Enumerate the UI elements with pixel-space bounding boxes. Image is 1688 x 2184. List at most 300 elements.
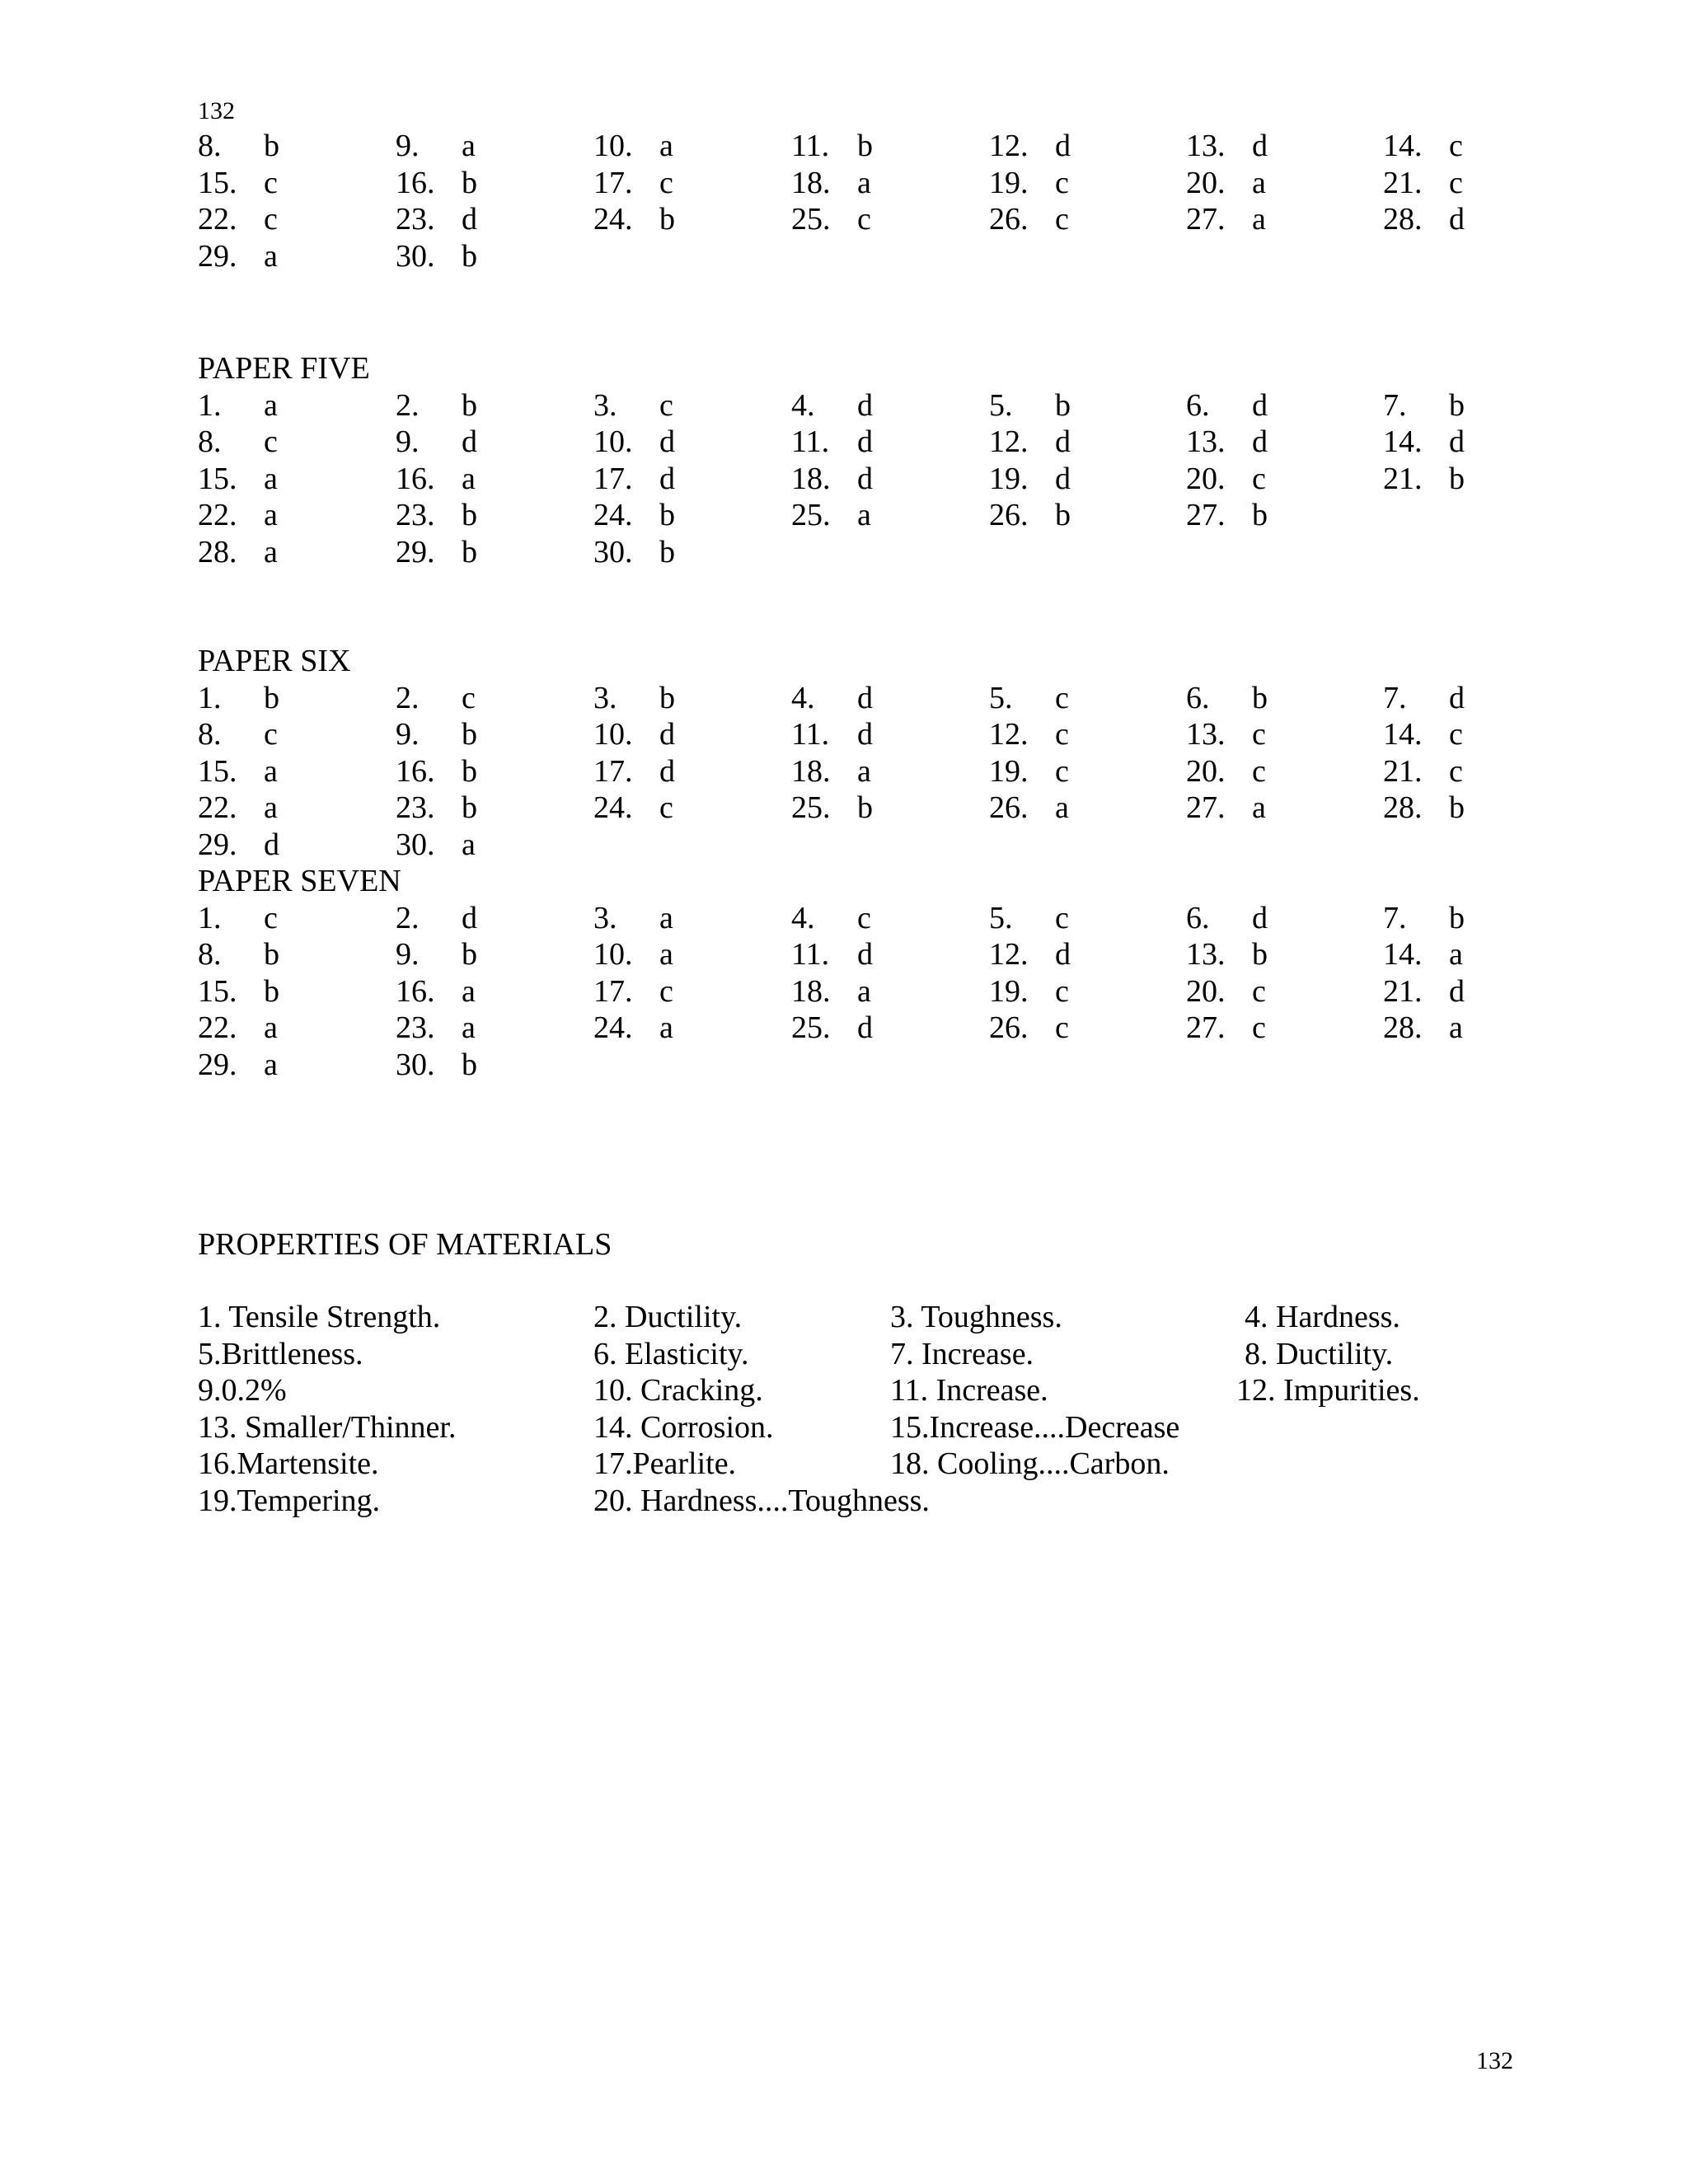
answer-cell [989,716,1069,753]
answer-letter: d [659,753,675,789]
answer-letter: c [264,900,278,935]
answer-letter: c [1252,717,1266,752]
answer-cell [1383,387,1465,424]
answer-cell [593,424,675,461]
question-number: 2. [396,900,420,935]
answer-letter: a [1252,790,1266,825]
question-number: 5. [989,680,1013,715]
answer-cell [1383,790,1465,827]
answer-cell [396,201,477,238]
question-number: 30. [396,238,435,274]
answer-letter: b [462,790,477,825]
answer-letter: d [462,202,477,237]
answer-cell [198,680,279,717]
answer-cell [1186,790,1266,827]
answer-letter: a [264,238,278,274]
section-title: PAPER SEVEN [198,864,401,898]
answer-letter: c [857,900,871,935]
answer-cell [791,497,871,534]
question-number: 7. [1383,680,1407,715]
answer-row [198,1010,1463,1047]
answer-cell [1186,201,1266,238]
answer-cell [1383,165,1463,202]
property-answer: 3. Toughness. [890,1300,1062,1334]
question-number: 18. [791,165,831,200]
answer-letter: b [462,717,477,752]
answer-letter: d [1055,424,1071,459]
question-number: 18. [791,461,831,496]
question-number: 6. [1186,387,1210,423]
answer-letter: c [264,424,278,459]
question-number: 24. [593,1010,633,1045]
answer-cell [198,973,279,1010]
question-number: 23. [396,1010,435,1045]
answer-letter: a [1449,1010,1463,1045]
answer-letter: d [857,387,873,423]
question-number: 20. [1186,165,1226,200]
answer-letter: d [659,717,675,752]
page-number-top: 132 [198,97,235,124]
answer-cell [989,753,1069,790]
question-number: 30. [396,1047,435,1082]
answer-letter: d [462,900,477,935]
question-number: 13. [1186,717,1226,752]
answer-cell [1383,973,1465,1010]
answer-cell [593,128,673,165]
answer-letter: a [462,129,476,163]
answer-cell [791,424,873,461]
answer-row [198,753,1463,790]
answer-cell [989,461,1071,498]
answer-letter: a [264,534,278,569]
question-number: 10. [593,937,633,972]
question-number: 11. [791,937,830,972]
answer-cell [198,716,278,753]
answer-row [198,936,1463,973]
answer-cell [1383,201,1465,238]
answer-letter: b [264,937,279,972]
answer-letter: d [857,937,873,972]
property-answer: 13. Smaller/Thinner. [198,1409,457,1445]
question-number: 26. [989,202,1029,237]
question-number: 30. [396,827,435,862]
answer-cell [989,680,1069,717]
question-number: 6. [1186,900,1210,935]
answer-letter: b [264,129,279,163]
answer-cell [791,680,873,717]
answer-letter: c [1449,717,1463,752]
property-answer: 7. Increase. [890,1336,1034,1371]
answer-cell [989,790,1069,827]
question-number: 25. [791,498,831,532]
properties-section [198,1226,1420,1518]
answer-letter: d [1252,129,1268,163]
answer-letter: d [857,461,873,496]
question-number: 10. [593,129,633,163]
answer-cell [1383,753,1463,790]
answer-letter: c [1252,973,1266,1009]
answer-row [198,424,1465,461]
answer-cell [791,1010,873,1047]
question-number: 16. [396,753,435,789]
answer-cell [593,461,675,498]
question-number: 16. [396,461,435,496]
question-number: 16. [396,165,435,200]
answer-letter: c [264,717,278,752]
answer-letter: c [1449,129,1463,163]
question-number: 14. [1383,717,1423,752]
answer-letter: b [462,238,477,274]
question-number: 11. [791,717,830,752]
answer-cell [198,497,278,534]
answer-letter: b [462,387,477,423]
answer-letter: b [462,937,477,972]
answer-cell [396,387,477,424]
question-number: 27. [1186,1010,1226,1045]
question-number: 12. [989,129,1029,163]
answer-letter: b [659,498,675,532]
question-number: 17. [593,461,633,496]
answer-letter: c [659,973,673,1009]
answer-cell [1186,716,1266,753]
property-answer: 4. Hardness. [1245,1300,1400,1334]
answer-cell [1186,753,1266,790]
question-number: 15. [198,753,237,789]
question-number: 13. [1186,424,1226,459]
answer-letter: c [1252,461,1266,496]
answer-letter: d [659,461,675,496]
answer-letter: b [857,790,873,825]
answer-cell [1383,461,1465,498]
question-number: 3. [593,680,617,715]
answer-letter: d [659,424,675,459]
answer-letter: b [659,202,675,237]
answer-letter: d [1055,129,1071,163]
question-number: 22. [198,790,237,825]
answer-row [198,716,1463,753]
answer-letter: b [659,534,675,569]
answer-cell [791,716,873,753]
answer-letter: d [857,424,873,459]
answer-letter: c [659,790,673,825]
answer-letter: b [1252,937,1268,972]
question-number: 13. [1186,129,1226,163]
question-number: 17. [593,753,633,789]
answer-letter: b [1449,900,1465,935]
answer-cell [1383,716,1463,753]
question-number: 19. [989,973,1029,1009]
answer-row [198,497,1268,534]
answer-cell [396,680,476,717]
answer-letter: c [659,165,673,200]
answer-letter: d [857,1010,873,1045]
answer-cell [396,827,476,864]
answer-cell [396,534,477,571]
answer-cell [593,900,673,937]
property-answer: 15.Increase....Decrease [890,1409,1180,1445]
answer-cell [396,1047,477,1084]
answer-letter: a [462,461,476,496]
answer-letter: b [264,680,279,715]
question-number: 22. [198,202,237,237]
question-number: 27. [1186,790,1226,825]
answer-cell [593,201,675,238]
answer-cell [198,387,278,424]
question-number: 19. [989,165,1029,200]
question-number: 8. [198,937,222,972]
question-number: 25. [791,202,831,237]
question-number: 12. [989,424,1029,459]
property-answer: 18. Cooling....Carbon. [890,1446,1170,1481]
answer-letter: d [1252,900,1268,935]
answer-cell [396,1010,476,1047]
answer-letter: c [1055,973,1069,1009]
question-number: 3. [593,900,617,935]
answer-row [198,973,1465,1010]
answer-letter: c [1055,202,1069,237]
answer-cell [791,461,873,498]
question-number: 14. [1383,937,1423,972]
question-number: 4. [791,900,815,935]
answer-cell [396,128,476,165]
property-answer: 8. Ductility. [1245,1336,1394,1371]
question-number: 27. [1186,202,1226,237]
question-number: 9. [396,937,420,972]
question-number: 24. [593,202,633,237]
answer-row [198,900,1465,937]
question-number: 26. [989,1010,1029,1045]
property-answer: 11. Increase. [890,1373,1048,1408]
answer-letter: a [264,387,278,423]
answer-letter: d [1449,973,1465,1009]
answer-letter: c [1055,165,1069,200]
answer-cell [791,936,873,973]
answer-letter: b [659,680,675,715]
answer-letter: b [1055,498,1071,532]
answer-row [198,461,1465,498]
property-answer: 10. Cracking. [593,1373,763,1408]
answer-letter: a [857,973,871,1009]
answer-block-paper-seven [198,863,1465,1083]
question-number: 29. [198,827,237,862]
question-number: 20. [1186,753,1226,789]
question-number: 13. [1186,937,1226,972]
answer-cell [198,1047,278,1084]
question-number: 5. [989,387,1013,423]
answer-letter: c [1055,1010,1069,1045]
answer-letter: d [857,680,873,715]
answer-cell [198,165,278,202]
answer-cell [593,680,675,717]
answer-cell [1186,497,1268,534]
answer-letter: c [462,680,476,715]
property-answer: 17.Pearlite. [593,1446,737,1481]
question-number: 15. [198,461,237,496]
answer-cell [396,238,477,275]
answer-cell [1186,424,1268,461]
answer-cell [989,424,1071,461]
answer-letter: d [1252,424,1268,459]
answer-cell [1186,900,1268,937]
answer-letter: b [1449,461,1465,496]
answer-letter: b [1449,790,1465,825]
question-number: 10. [593,717,633,752]
question-number: 8. [198,129,222,163]
answer-letter: d [264,827,279,862]
question-number: 19. [989,461,1029,496]
question-number: 1. [198,387,222,423]
answer-letter: b [1252,498,1268,532]
answer-letter: d [1449,680,1465,715]
answer-letter: c [1055,753,1069,789]
answer-letter: a [857,165,871,200]
answer-cell [198,900,278,937]
answer-letter: c [264,165,278,200]
answer-cell [198,201,278,238]
question-number: 17. [593,973,633,1009]
answer-letter: a [264,498,278,532]
answer-cell [198,424,278,461]
question-number: 4. [791,387,815,423]
question-number: 14. [1383,129,1423,163]
answer-cell [198,827,279,864]
answer-cell [791,790,873,827]
question-number: 20. [1186,461,1226,496]
answer-letter: b [462,498,477,532]
question-number: 12. [989,937,1029,972]
question-number: 21. [1383,753,1423,789]
answer-cell [198,238,278,275]
answer-block-paper-six [198,643,1465,863]
answer-cell [1383,680,1465,717]
answer-letter: c [1055,680,1069,715]
answer-cell [989,128,1071,165]
answer-row [198,387,1465,424]
answer-cell [198,534,278,571]
question-number: 16. [396,973,435,1009]
question-number: 21. [1383,461,1423,496]
question-number: 6. [1186,680,1210,715]
answer-letter: b [462,534,477,569]
answer-cell [791,900,871,937]
answer-letter: c [1252,1010,1266,1045]
question-number: 20. [1186,973,1226,1009]
property-answer: 19.Tempering. [198,1483,381,1518]
answer-letter: c [264,202,278,237]
question-number: 19. [989,753,1029,789]
question-number: 29. [396,534,435,569]
answer-cell [593,165,673,202]
answer-letter: b [1449,387,1465,423]
question-number: 28. [1383,790,1423,825]
question-number: 7. [1383,900,1407,935]
answer-letter: b [1055,387,1071,423]
answer-letter: d [1449,202,1465,237]
answer-cell [593,497,675,534]
property-answer: 12. Impurities. [1236,1373,1420,1408]
answer-letter: b [462,165,477,200]
question-number: 2. [396,680,420,715]
answer-cell [198,1010,278,1047]
answer-cell [791,128,873,165]
answer-cell [198,936,279,973]
answer-cell [989,936,1071,973]
question-number: 21. [1383,973,1423,1009]
answer-cell [791,753,871,790]
answer-letter: a [857,498,871,532]
answer-cell [1383,424,1465,461]
section-title: PAPER FIVE [198,351,370,386]
answer-cell [1383,1010,1463,1047]
property-answer: 20. Hardness....Toughness. [593,1483,930,1518]
question-number: 2. [396,387,420,423]
question-number: 15. [198,973,237,1009]
answer-cell [1186,387,1268,424]
question-number: 4. [791,680,815,715]
question-number: 18. [791,973,831,1009]
question-number: 27. [1186,498,1226,532]
property-answer: 1. Tensile Strength. [198,1300,441,1334]
question-number: 29. [198,238,237,274]
answer-cell [198,461,278,498]
answer-letter: a [1252,165,1266,200]
question-number: 8. [198,424,222,459]
question-number: 22. [198,1010,237,1045]
answer-cell [593,716,675,753]
answer-cell [593,936,673,973]
answer-cell [593,753,675,790]
property-answer: 2. Ductility. [593,1300,743,1334]
answer-cell [198,790,278,827]
answer-cell [791,165,871,202]
question-number: 9. [396,717,420,752]
answer-cell [1186,128,1268,165]
answer-letter: a [264,753,278,789]
answer-letter: c [1055,717,1069,752]
answer-cell [1186,680,1268,717]
question-number: 23. [396,202,435,237]
answer-row [198,1047,477,1084]
answer-letter: a [264,1010,278,1045]
question-number: 25. [791,1010,831,1045]
answer-letter: a [659,937,673,972]
answer-letter: a [1449,937,1463,972]
answer-cell [593,973,673,1010]
answer-cell [989,973,1069,1010]
answer-letter: b [1252,680,1268,715]
answer-letter: a [659,129,673,163]
answer-letter: b [264,973,279,1009]
answer-cell [791,201,871,238]
answer-letter: a [857,753,871,789]
question-number: 15. [198,165,237,200]
answer-row [198,827,476,864]
answer-cell [791,387,873,424]
answer-letter: c [1449,753,1463,789]
question-number: 26. [989,498,1029,532]
answer-letter: a [1252,202,1266,237]
answer-cell [989,165,1069,202]
answer-cell [593,387,673,424]
answer-letter: c [1252,753,1266,789]
answer-letter: a [1055,790,1069,825]
question-number: 18. [791,753,831,789]
answer-cell [396,461,476,498]
answer-letter: d [1252,387,1268,423]
answer-letter: d [1055,461,1071,496]
answer-cell [1186,973,1266,1010]
question-number: 29. [198,1047,237,1082]
